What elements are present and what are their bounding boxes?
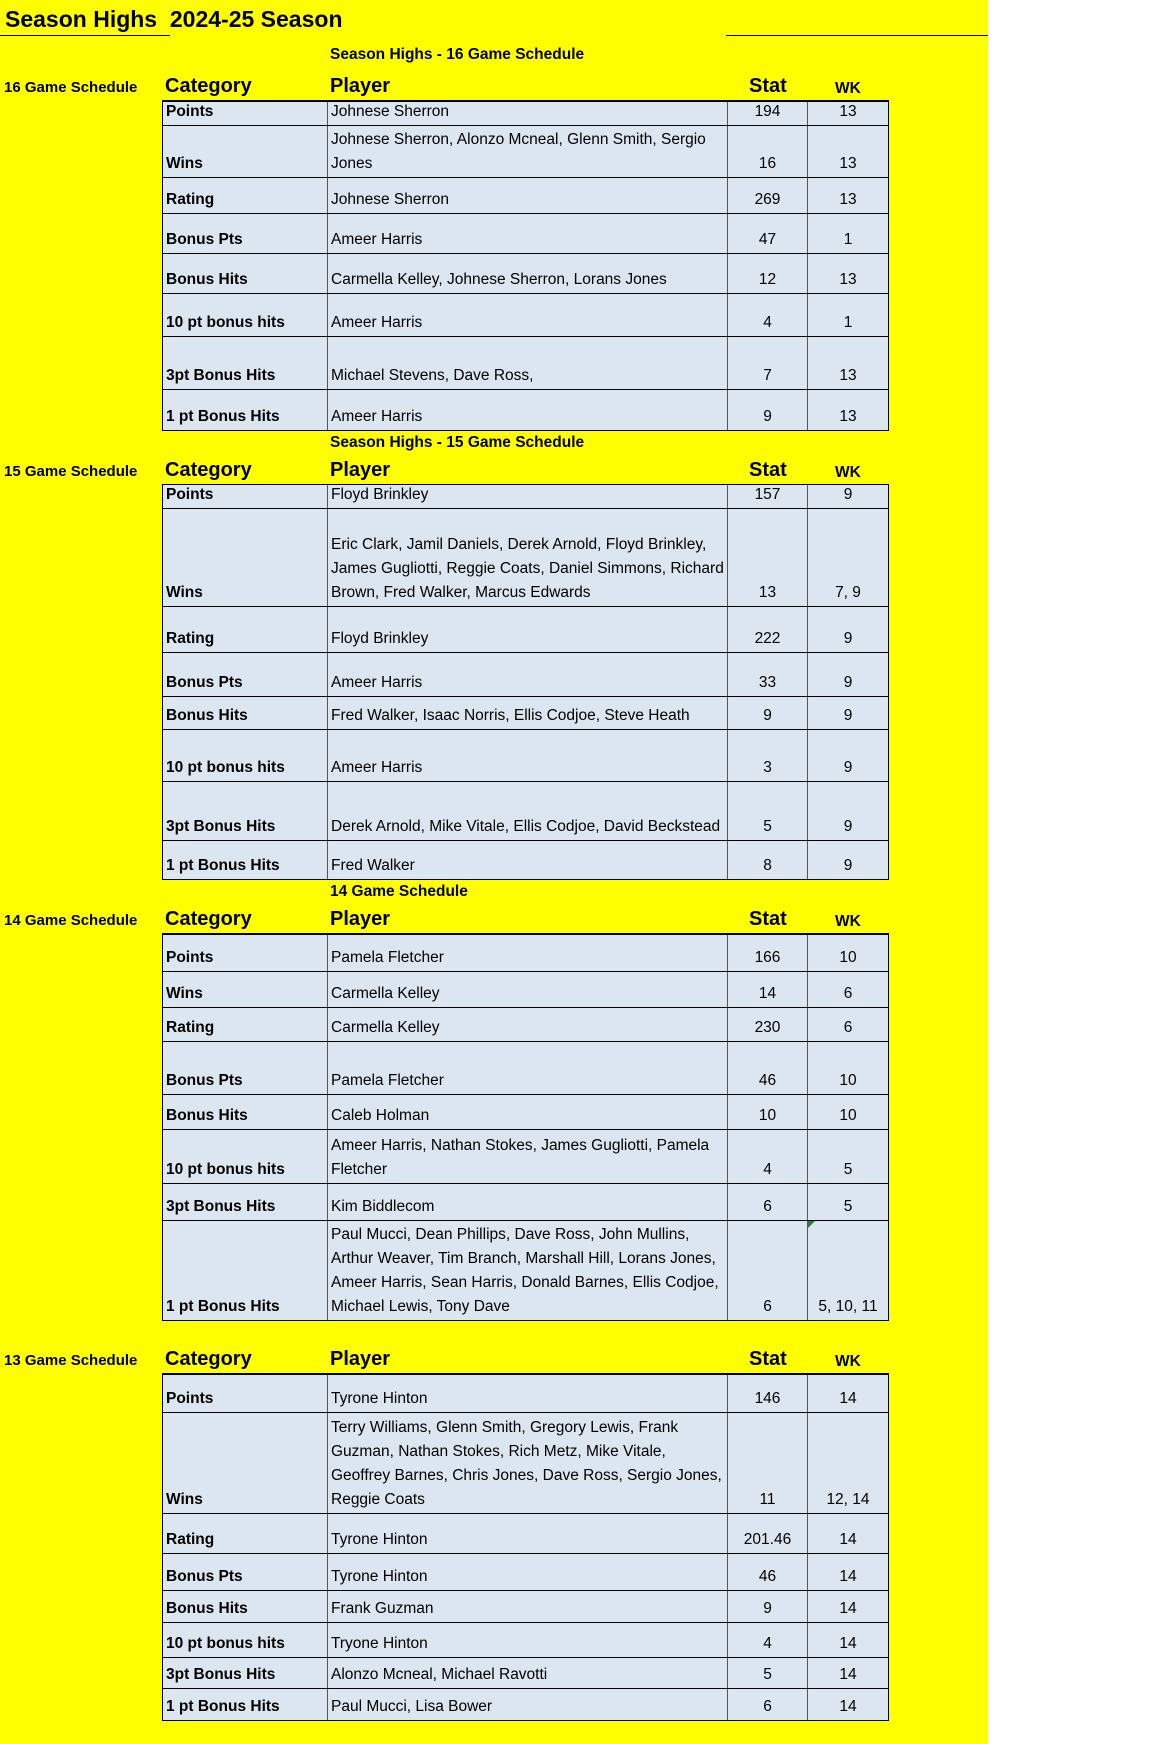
category-cell: 10 pt bonus hits [163, 730, 328, 781]
category-cell: 10 pt bonus hits [163, 1623, 328, 1657]
stat-cell: 157 [728, 485, 808, 508]
header-category: Category [165, 459, 252, 481]
player-cell: Fred Walker, Isaac Norris, Ellis Codjoe, Steve Heath [328, 697, 728, 729]
player-cell: Fred Walker [328, 841, 728, 879]
stat-cell: 5 [728, 782, 808, 840]
table-row [162, 934, 889, 972]
player-cell: Ameer Harris [328, 730, 728, 781]
category-cell: Points [163, 935, 328, 971]
player-cell: Tyrone Hinton [328, 1554, 728, 1590]
category-cell: Bonus Hits [163, 254, 328, 293]
player-cell: Paul Mucci, Lisa Bower [328, 1689, 728, 1720]
header-category: Category [165, 908, 252, 930]
section-title: Season Highs - 16 Game Schedule [330, 46, 585, 63]
player-cell: Tyrone Hinton [328, 1375, 728, 1412]
player-cell: Johnese Sherron, Alonzo Mcneal, Glenn Smith, Sergio Jones [328, 126, 728, 177]
category-cell: Rating [163, 1008, 328, 1041]
wk-cell: 5 [843, 1161, 853, 1178]
wk-cell: 10 [839, 1072, 857, 1089]
table-row [162, 729, 889, 782]
wk-cell: 13 [839, 155, 857, 172]
wk-cell: 9 [843, 674, 853, 691]
header-player: Player [330, 1348, 391, 1370]
table-row [162, 484, 889, 509]
player-cell: Floyd Brinkley [328, 607, 728, 652]
stat-cell: 47 [728, 214, 808, 253]
category-cell: Bonus Pts [163, 1554, 328, 1590]
wk-cell: 14 [839, 1568, 857, 1585]
stat-cell: 146 [728, 1375, 808, 1412]
table-row [162, 1688, 889, 1721]
wk-cell: 12, 14 [826, 1491, 870, 1508]
stat-cell: 269 [728, 178, 808, 213]
wk-cell: 5, 10, 11 [818, 1298, 878, 1315]
stat-cell: 194 [728, 102, 808, 125]
stat-cell: 5 [728, 1658, 808, 1688]
stat-cell: 46 [728, 1042, 808, 1094]
header-stat: Stat [749, 908, 787, 930]
wk-cell: 9 [843, 707, 853, 724]
header-player: Player [330, 908, 391, 930]
category-cell: Rating [163, 178, 328, 213]
player-cell: Eric Clark, Jamil Daniels, Derek Arnold, Floyd Brinkley, James Gugliotti, Reggie Coats, Daniel Simmons, Richard Brown, Fred Walker, Marcus Edwards [328, 509, 728, 606]
player-cell: Ameer Harris [328, 214, 728, 253]
wk-cell: 13 [839, 271, 857, 288]
wk-cell: 14 [839, 1600, 857, 1617]
table-row [162, 1553, 889, 1591]
player-cell: Tyrone Hinton [328, 1514, 728, 1553]
category-cell: 3pt Bonus Hits [163, 1658, 328, 1688]
category-cell: Points [163, 102, 328, 125]
wk-cell: 13 [839, 367, 857, 384]
category-cell: Points [163, 485, 328, 508]
category-cell: 1 pt Bonus Hits [163, 390, 328, 430]
title-underline [0, 35, 170, 36]
stat-cell: 6 [728, 1689, 808, 1720]
table-row [162, 652, 889, 697]
table-row [162, 1412, 889, 1514]
wk-cell: 9 [843, 630, 853, 647]
category-cell: 1 pt Bonus Hits [163, 1689, 328, 1720]
stat-cell: 9 [728, 390, 808, 430]
category-cell: Rating [163, 607, 328, 652]
player-cell: Ameer Harris [328, 653, 728, 696]
wk-cell: 9 [843, 857, 853, 874]
section-title: Season Highs - 15 Game Schedule [330, 434, 585, 451]
category-cell: Wins [163, 972, 328, 1007]
category-cell: Bonus Pts [163, 653, 328, 696]
stat-cell: 166 [728, 935, 808, 971]
stat-cell: 10 [728, 1095, 808, 1129]
stat-cell: 14 [728, 972, 808, 1007]
category-cell: Wins [163, 1413, 328, 1513]
wk-cell: 13 [839, 191, 857, 208]
wk-cell: 13 [839, 103, 857, 120]
table-row [162, 336, 889, 390]
player-cell: Carmella Kelley, Johnese Sherron, Lorans Jones [328, 254, 728, 293]
table-row [162, 1094, 889, 1130]
category-cell: Wins [163, 126, 328, 177]
comment-indicator-icon [808, 1221, 815, 1228]
table-row [162, 1183, 889, 1221]
category-cell: 1 pt Bonus Hits [163, 841, 328, 879]
wk-cell: 14 [839, 1698, 857, 1715]
wk-cell: 10 [839, 1107, 857, 1124]
player-cell: Johnese Sherron [328, 102, 728, 125]
table-row [162, 177, 889, 214]
player-cell: Pamela Fletcher [328, 1042, 728, 1094]
stat-cell: 3 [728, 730, 808, 781]
stat-cell: 12 [728, 254, 808, 293]
player-cell: Paul Mucci, Dean Phillips, Dave Ross, John Mullins, Arthur Weaver, Tim Branch, Marshall Hill, Lorans Jones, Ameer Harris, Sean Harris, Donald Barnes, Ellis Codjoe, Michael Lewis, Tony Dave [328, 1221, 728, 1320]
category-cell: 3pt Bonus Hits [163, 337, 328, 389]
table-row [162, 1374, 889, 1413]
table-row [162, 1129, 889, 1184]
table-row [162, 1590, 889, 1623]
table-row [162, 1007, 889, 1042]
stat-cell: 8 [728, 841, 808, 879]
table-row [162, 125, 889, 178]
table-row [162, 781, 889, 841]
category-cell: 10 pt bonus hits [163, 1130, 328, 1183]
table-row [162, 389, 889, 431]
table-row [162, 971, 889, 1008]
player-cell: Pamela Fletcher [328, 935, 728, 971]
stat-cell: 4 [728, 294, 808, 336]
player-cell: Ameer Harris [328, 390, 728, 430]
header-stat: Stat [749, 75, 787, 97]
table-row [162, 253, 889, 294]
header-player: Player [330, 75, 391, 97]
wk-cell: 14 [839, 1531, 857, 1548]
table-row [162, 101, 889, 126]
player-cell: Derek Arnold, Mike Vitale, Ellis Codjoe, David Beckstead [328, 782, 728, 840]
schedule-label: 16 Game Schedule [4, 79, 138, 96]
stat-cell: 6 [728, 1221, 808, 1320]
wk-cell: 10 [839, 949, 857, 966]
category-cell: 1 pt Bonus Hits [163, 1221, 328, 1320]
category-cell: Bonus Hits [163, 1591, 328, 1622]
category-cell: Rating [163, 1514, 328, 1553]
stat-cell: 222 [728, 607, 808, 652]
player-cell: Frank Guzman [328, 1591, 728, 1622]
schedule-label: 13 Game Schedule [4, 1352, 138, 1369]
player-cell: Johnese Sherron [328, 178, 728, 213]
wk-cell: 6 [843, 985, 853, 1002]
schedule-label: 14 Game Schedule [4, 912, 138, 929]
header-stat: Stat [749, 1348, 787, 1370]
stat-cell: 46 [728, 1554, 808, 1590]
category-cell: 3pt Bonus Hits [163, 782, 328, 840]
wk-cell: 1 [843, 314, 853, 331]
stat-cell: 9 [728, 697, 808, 729]
stat-cell: 230 [728, 1008, 808, 1041]
wk-cell: 9 [843, 818, 853, 835]
stat-cell: 7 [728, 337, 808, 389]
header-category: Category [165, 1348, 252, 1370]
player-cell: Tryone Hinton [328, 1623, 728, 1657]
right-rule [726, 35, 988, 36]
table-row [162, 1657, 889, 1689]
table-row [162, 1041, 889, 1095]
table-row [162, 696, 889, 730]
header-category: Category [165, 75, 252, 97]
player-cell: Kim Biddlecom [328, 1184, 728, 1220]
header-wk: WK [835, 913, 861, 930]
category-cell: Points [163, 1375, 328, 1412]
wk-cell: 7, 9 [835, 584, 861, 601]
category-cell: Bonus Hits [163, 1095, 328, 1129]
wk-cell: 14 [839, 1390, 857, 1407]
stat-cell: 13 [728, 509, 808, 606]
table-row [162, 213, 889, 254]
wk-cell: 14 [839, 1666, 857, 1683]
table-row [162, 1220, 889, 1321]
table-row [162, 1513, 889, 1554]
stat-cell: 4 [728, 1130, 808, 1183]
player-cell: Carmella Kelley [328, 1008, 728, 1041]
table-row [162, 293, 889, 337]
player-cell: Michael Stevens, Dave Ross, [328, 337, 728, 389]
table-row [162, 1622, 889, 1658]
header-wk: WK [835, 464, 861, 481]
wk-cell: 13 [839, 408, 857, 425]
stat-cell: 16 [728, 126, 808, 177]
player-cell: Caleb Holman [328, 1095, 728, 1129]
category-cell: Bonus Hits [163, 697, 328, 729]
category-cell: Bonus Pts [163, 214, 328, 253]
table-row [162, 606, 889, 653]
wk-cell: 1 [843, 231, 853, 248]
stat-cell: 33 [728, 653, 808, 696]
wk-cell: 14 [839, 1635, 857, 1652]
wk-cell: 9 [843, 759, 853, 776]
wk-cell: 5 [843, 1198, 853, 1215]
category-cell: 10 pt bonus hits [163, 294, 328, 336]
wk-cell: 9 [843, 486, 853, 503]
table-row [162, 508, 889, 607]
player-cell: Terry Williams, Glenn Smith, Gregory Lewis, Frank Guzman, Nathan Stokes, Rich Metz, Mike Vitale, Geoffrey Barnes, Chris Jones, Dave Ross, Sergio Jones, Reggie Coats [328, 1413, 728, 1513]
page-title: Season Highs 2024-25 Season [5, 6, 343, 32]
player-cell: Ameer Harris [328, 294, 728, 336]
player-cell: Ameer Harris, Nathan Stokes, James Gugliotti, Pamela Fletcher [328, 1130, 728, 1183]
stat-cell: 6 [728, 1184, 808, 1220]
header-stat: Stat [749, 459, 787, 481]
header-player: Player [330, 459, 391, 481]
stat-cell: 9 [728, 1591, 808, 1622]
stat-cell: 201.46 [728, 1514, 808, 1553]
player-cell: Floyd Brinkley [328, 485, 728, 508]
table-row [162, 840, 889, 880]
category-cell: Wins [163, 509, 328, 606]
stat-cell: 11 [728, 1413, 808, 1513]
header-wk: WK [835, 80, 861, 97]
schedule-label: 15 Game Schedule [4, 463, 138, 480]
stat-cell: 4 [728, 1623, 808, 1657]
wk-cell: 6 [843, 1019, 853, 1036]
header-wk: WK [835, 1353, 861, 1370]
category-cell: 3pt Bonus Hits [163, 1184, 328, 1220]
player-cell: Carmella Kelley [328, 972, 728, 1007]
category-cell: Bonus Pts [163, 1042, 328, 1094]
section-title: 14 Game Schedule [330, 883, 468, 900]
player-cell: Alonzo Mcneal, Michael Ravotti [328, 1658, 728, 1688]
